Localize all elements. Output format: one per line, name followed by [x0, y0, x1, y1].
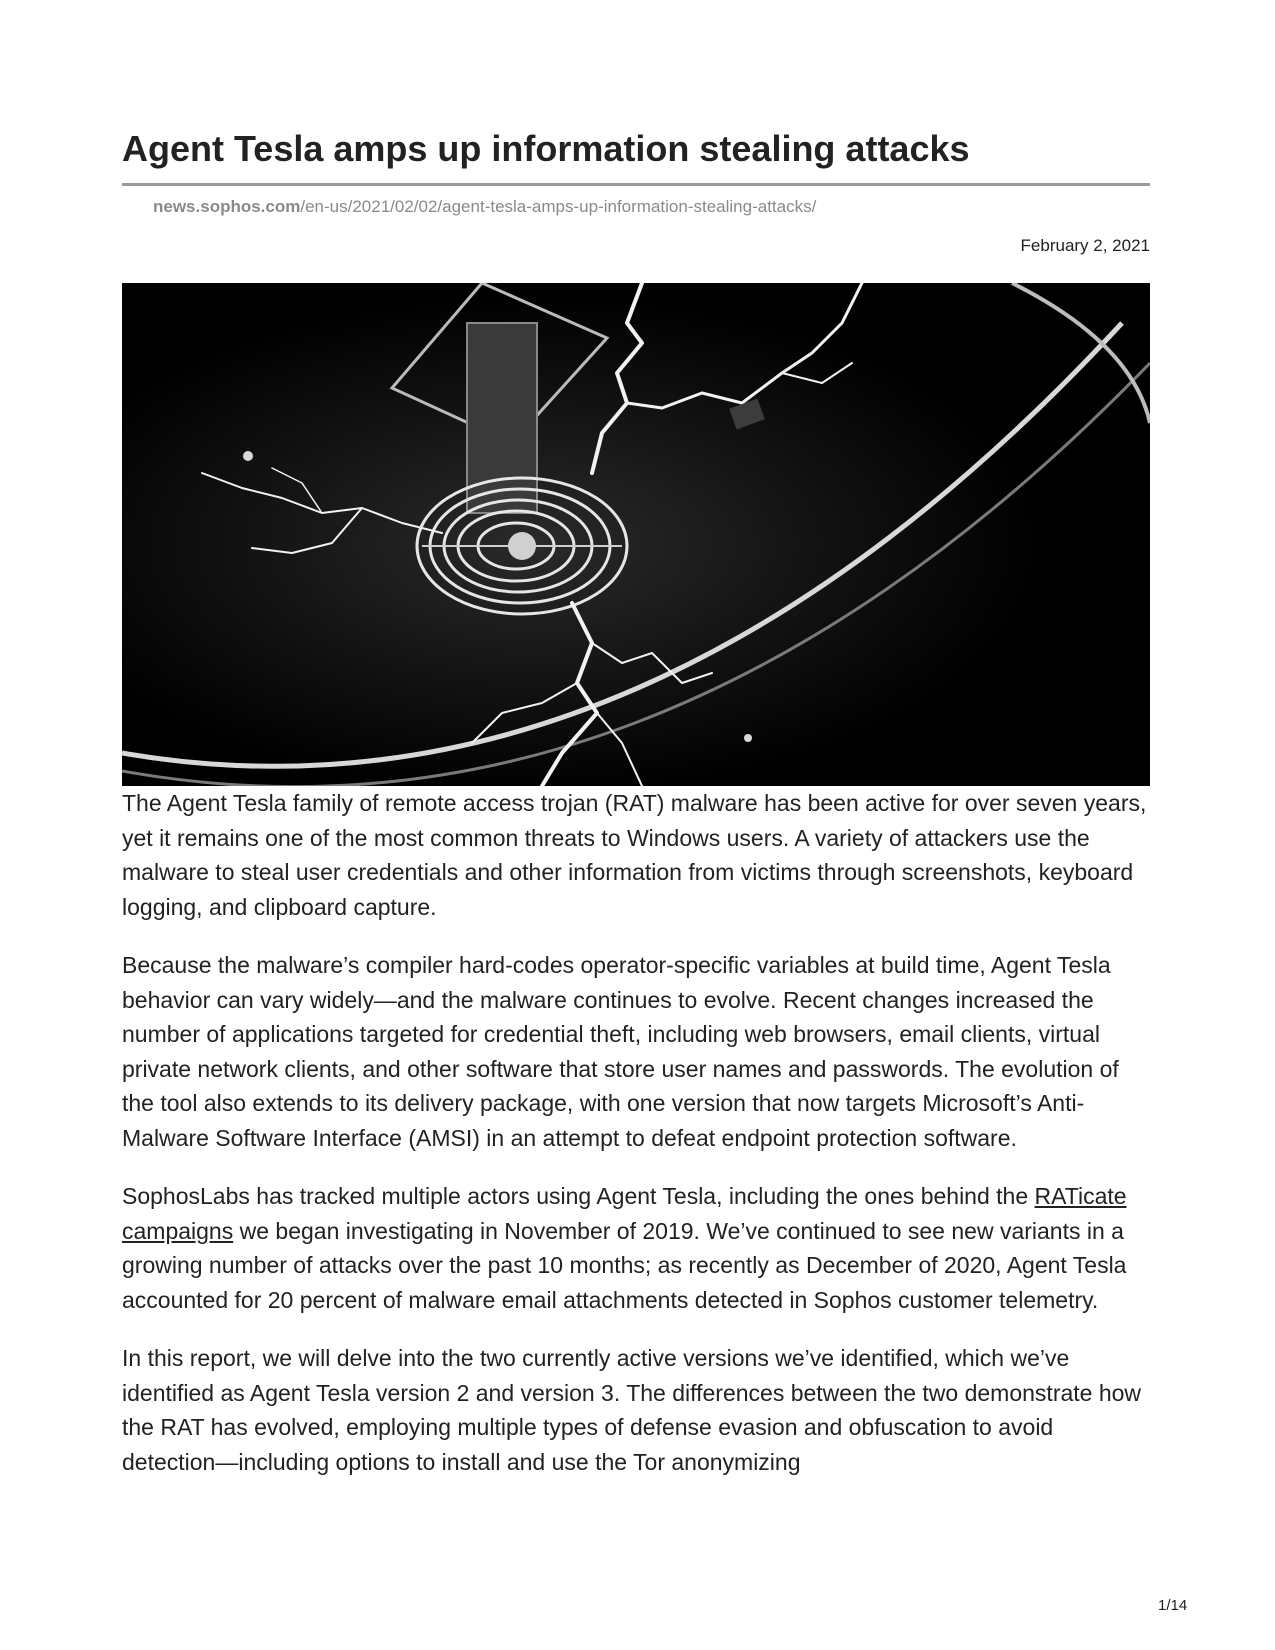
paragraph [122, 1179, 1150, 1317]
source-domain: news.sophos.com [153, 197, 301, 216]
source-url[interactable] [153, 197, 816, 217]
paragraph-text: SophosLabs has tracked multiple actors using Agent Tesla, including the ones behind the [122, 1183, 1035, 1209]
paragraph-text: we began investigating in November of 2019. We’ve continued to see new variants in a growing number of attacks over the past 10 months; as recently as December of 2020, Agent Tesla accounted for 20 percent of malware email attachments detected in Sophos customer telemetry. [122, 1217, 1127, 1313]
article-body [122, 786, 1150, 1503]
paragraph: The Agent Tesla family of remote access trojan (RAT) malware has been active for over seven years, yet it remains one of the most common threats to Windows users. A variety of attackers use the malware to steal user credentials and other information from victims through screenshots, keyboard logging, and clipboard capture. [122, 790, 1147, 920]
publish-date: February 2, 2021 [1020, 236, 1150, 255]
title-divider [122, 183, 1150, 186]
raticate-campaigns-link[interactable]: RATicate campaigns [122, 1183, 1127, 1244]
hero-image [122, 283, 1150, 786]
page-number: 1/14 [1158, 1597, 1188, 1614]
paragraph: In this report, we will delve into the two currently active versions we’ve identified, which we’ve identified as Agent Tesla version 2 and version 3. The differences between the two demonstrate how the RAT has evolved, employing multiple types of defense evasion and obfuscation to avoid detection—including options to install and use the Tor anonymizing [122, 1345, 1142, 1475]
article-title: Agent Tesla amps up information stealing attacks [122, 128, 970, 169]
source-path: /en-us/2021/02/02/agent-tesla-amps-up-information-stealing-attacks/ [300, 197, 817, 216]
paragraph: Because the malware’s compiler hard-codes operator-specific variables at build time, Agent Tesla behavior can vary widely—and the malware continues to evolve. Recent changes increased the number of applications targeted for credential theft, including web browsers, email clients, virtual private network clients, and other software that store user names and passwords. The evolution of the tool also extends to its delivery package, with one version that now targets Microsoft’s Anti-Malware Software Interface (AMSI) in an attempt to defeat endpoint protection software. [122, 952, 1119, 1151]
